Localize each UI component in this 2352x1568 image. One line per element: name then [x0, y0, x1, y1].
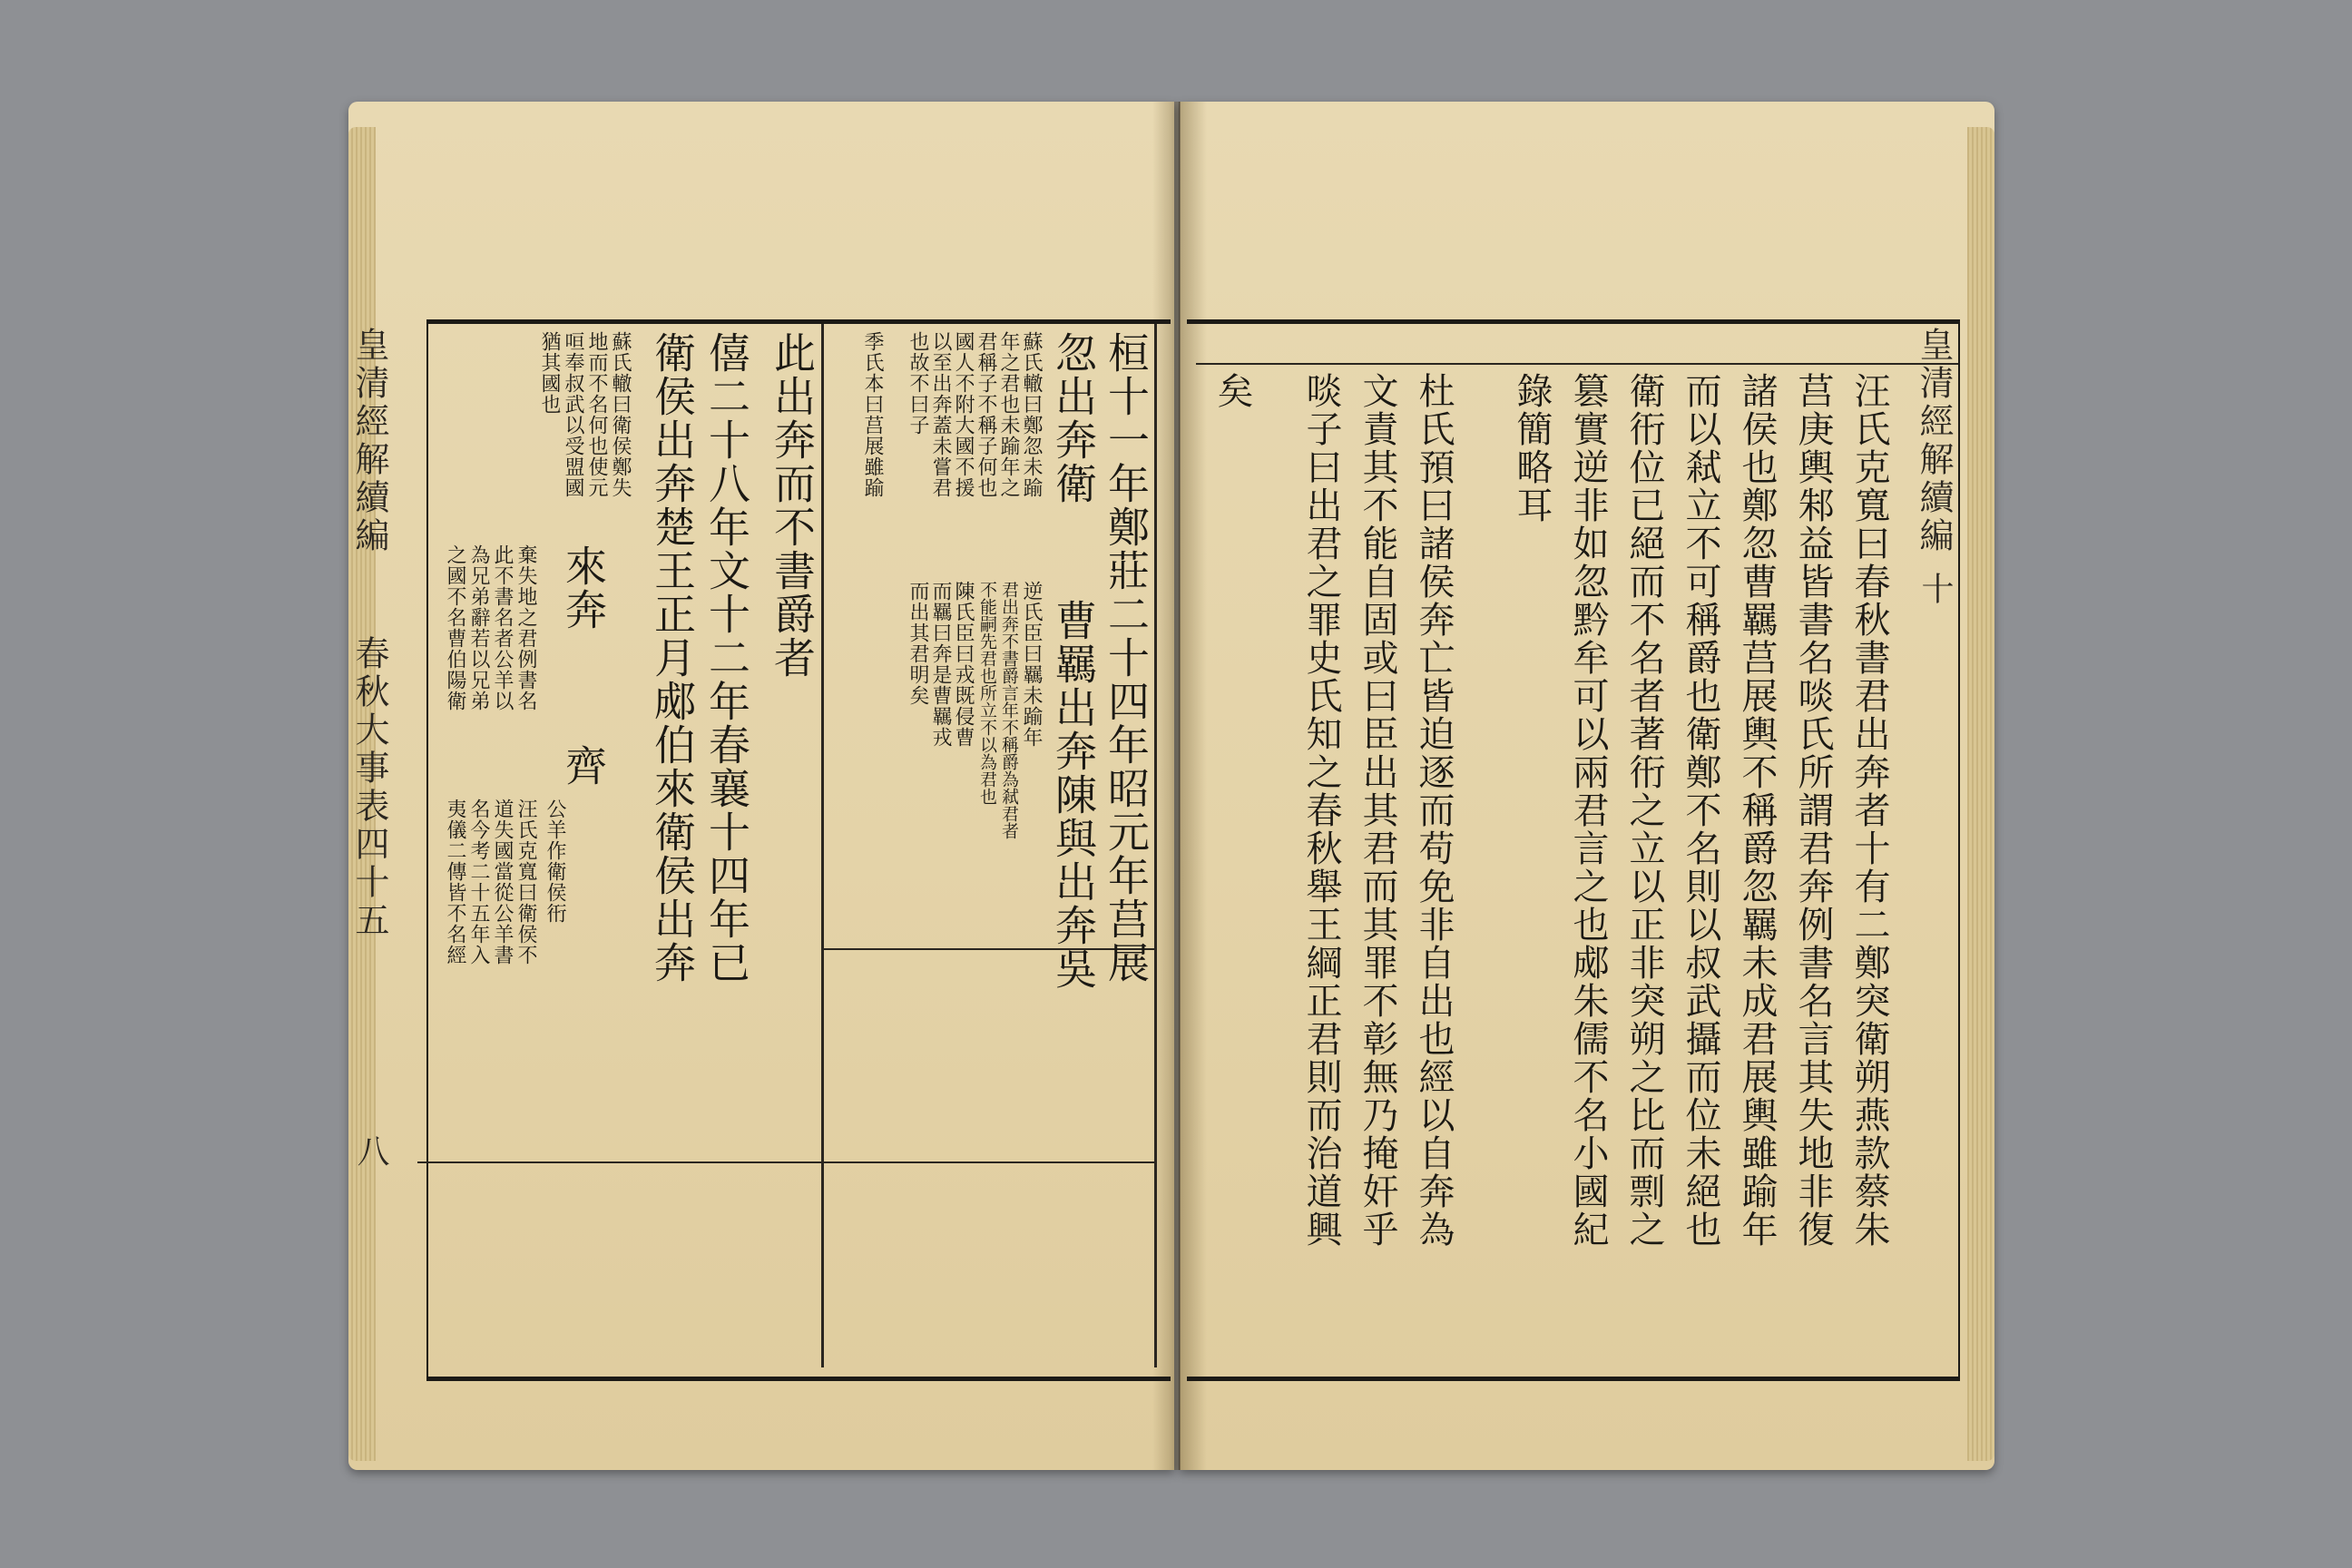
- left-row-rule: [821, 1161, 1154, 1163]
- left-column-rule: [1154, 324, 1157, 1367]
- left-note-column: 名今考二十五年入: [467, 799, 490, 965]
- left-note-column: 季氏本曰莒展雖踰: [861, 331, 884, 498]
- right-text-column: 杜氏預曰諸侯奔亡皆迫逐而苟免非自出也經以自奔為: [1413, 372, 1455, 1249]
- left-note-column: 夷儀二傳皆不名經: [444, 799, 466, 965]
- right-text-column: 錄簡略耳: [1511, 372, 1553, 524]
- right-page-edges: [1967, 127, 1994, 1461]
- left-text-column: 來奔: [559, 544, 608, 632]
- right-header-rule: [1196, 363, 1958, 365]
- left-note-column: 猶其國也: [538, 331, 561, 415]
- left-note-column: 棄失地之君例書名: [514, 544, 537, 711]
- right-text-column: 而以弒立不可稱爵也衛鄭不名則以叔武攝而位未絕也: [1680, 372, 1721, 1249]
- right-text-column: 矣: [1211, 372, 1253, 410]
- right-text-column: 篡實逆非如忽黔牟可以兩君言之也郕朱儒不名小國紀: [1567, 372, 1609, 1249]
- left-column-rule: [821, 324, 824, 1367]
- left-row-rule: [417, 1161, 824, 1163]
- left-text-column: 僖二十八年文十二年春襄十四年已: [702, 331, 751, 985]
- right-text-column: 啖子曰出君之罪史氏知之春秋舉王綱正君則而治道興: [1300, 372, 1342, 1249]
- left-text-column: 曹羈出奔陳與出奔吳: [1049, 599, 1098, 991]
- left-note-column: 蘇氏轍曰鄭忽未踰: [1020, 331, 1043, 498]
- right-text-column: 汪氏克寬曰春秋書君出奔者十有二鄭突衛朔燕款蔡朱: [1848, 372, 1890, 1249]
- right-text-column: 莒庚輿邾益皆書名啖氏所謂君奔例書名言其失地非復: [1792, 372, 1834, 1249]
- left-text-column: 此出奔而不書爵者: [768, 331, 817, 680]
- left-note-column: 而出其君明矣: [906, 581, 929, 706]
- left-note-column: 汪氏克寬曰衛侯不: [514, 799, 537, 965]
- left-note-column: 道失國當從公羊書: [491, 799, 514, 965]
- left-note-column: 而羈曰奔是曹羈戎: [929, 581, 952, 748]
- left-note-column: 年之君也未踰年之: [997, 331, 1020, 498]
- left-text-column: 衛侯出奔楚王正月郕伯來衛侯出奔: [648, 331, 697, 985]
- left-note-column: 咺奉叔武以受盟國: [562, 331, 584, 498]
- right-folio: 十: [1916, 572, 1954, 604]
- left-note-column: 此不書名者公羊以: [491, 544, 514, 711]
- left-note-column: 君出奔不書爵言年不稱爵為弒君者: [999, 581, 1019, 839]
- left-text-column: 桓十一年鄭莊二十四年昭元年莒展: [1102, 331, 1151, 985]
- left-note-column: 蘇氏轍曰衛侯鄭失: [609, 331, 632, 498]
- left-margin-subtitle: 春秋大事表四十五: [349, 635, 389, 940]
- right-text-column: 衛衎位已絕而不名者著衎之立以正非突朔之比而剽之: [1623, 372, 1665, 1249]
- left-note-column: 也故不曰子: [906, 331, 929, 436]
- left-note-column: 為兄弟辭若以兄弟: [467, 544, 490, 711]
- left-note-column: 不能嗣先君也所立不以為君也: [977, 581, 997, 805]
- left-note-column: 之國不名曹伯陽衛: [444, 544, 466, 711]
- right-text-column: 文責其不能自固或曰臣出其君而其罪不彰無乃掩奸乎: [1357, 372, 1398, 1249]
- left-text-column: 忽出奔衛: [1049, 331, 1098, 505]
- left-note-column: 地而不名何也使元: [585, 331, 608, 498]
- left-note-column: 公羊作衛侯衎: [544, 799, 566, 924]
- left-note-column: 陳氏臣曰戎既侵曹: [952, 581, 975, 748]
- right-margin-title: 皇清經解續編: [1914, 327, 1954, 555]
- left-folio: 八: [352, 1134, 389, 1167]
- left-note-column: 以至出奔蓋未嘗君: [929, 331, 952, 498]
- left-note-column: 逆氏臣曰羈未踰年: [1020, 581, 1043, 748]
- left-note-column: 國人不附大國不援: [952, 331, 975, 498]
- left-note-column: 君稱子不稱子何也: [975, 331, 997, 498]
- left-margin-title: 皇清經解續編: [349, 327, 389, 555]
- left-text-column: 齊: [559, 744, 608, 788]
- right-text-column: 諸侯也鄭忽曹羈莒展輿不稱爵忽羈未成君展輿雖踰年: [1736, 372, 1778, 1249]
